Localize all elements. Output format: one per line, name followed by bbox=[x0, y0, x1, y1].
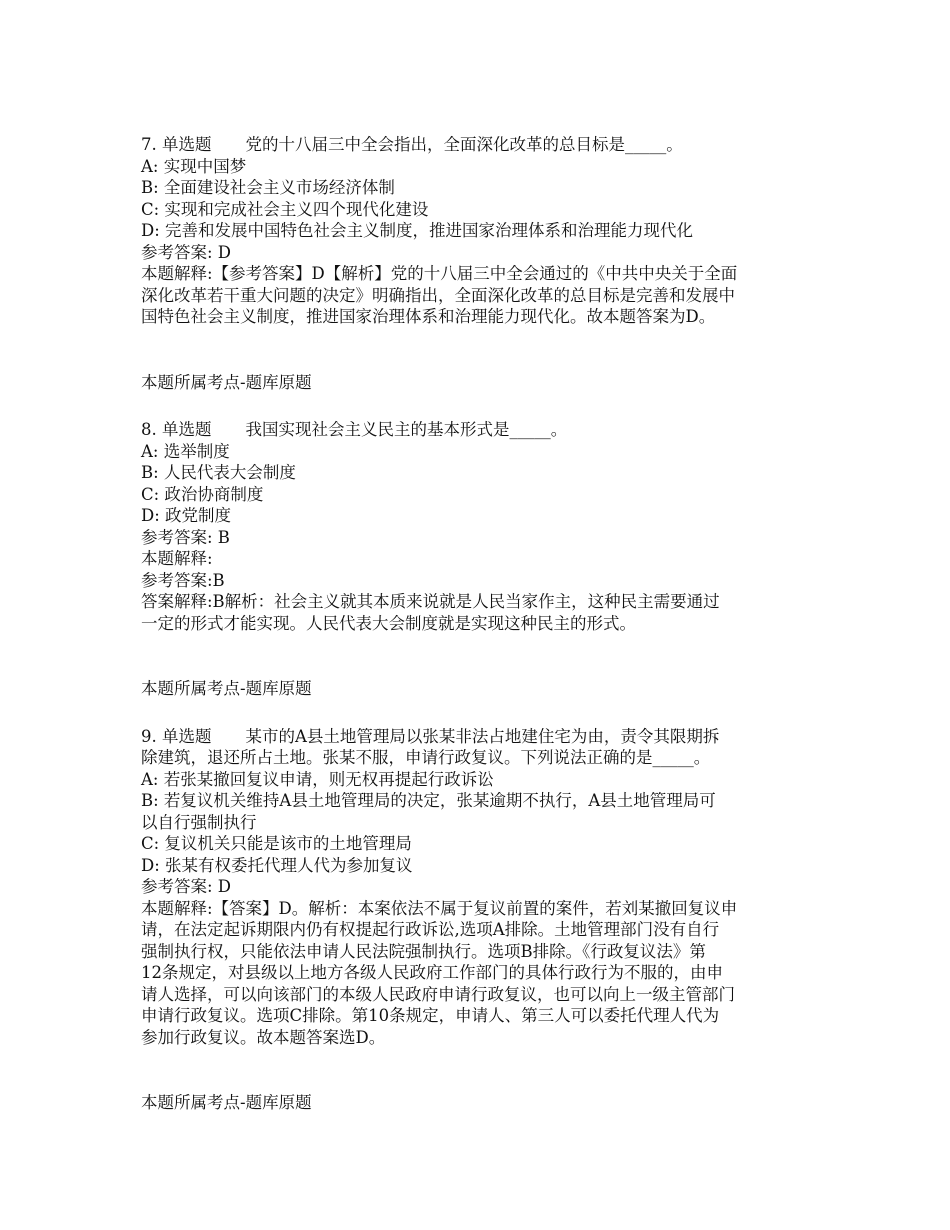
explanation-line: 请，在法定起诉期限内仍有权提起行政诉讼,选项A排除。土地管理部门没有自行 bbox=[141, 920, 720, 939]
option-d: D: 张某有权委托代理人代为参加复议 bbox=[141, 855, 413, 875]
question-9 bbox=[141, 726, 821, 1114]
explanation-line: 强制执行权，只能依法申请人民法院强制执行。选项B排除。《行政复议法》第 bbox=[141, 941, 706, 961]
question-header bbox=[141, 134, 821, 156]
option-b: B: 人民代表大会制度 bbox=[141, 463, 296, 482]
option-b-continued: 以自行强制执行 bbox=[141, 812, 257, 832]
question-number: 7. bbox=[141, 135, 157, 154]
explanation-line: 12条规定，对县级以上地方各级人民政府工作部门的具体行政行为不服的，由申 bbox=[141, 963, 723, 982]
question-number: 9. bbox=[141, 726, 157, 746]
topic-label: 本题所属考点-题库原题 bbox=[141, 1093, 312, 1112]
explanation-line: 参加行政复议。故本题答案选D。 bbox=[141, 1027, 386, 1047]
option-a: A: 选举制度 bbox=[141, 441, 230, 461]
option-a: A: 若张某撤回复议申请，则无权再提起行政诉讼 bbox=[141, 769, 494, 789]
reference-answer: 参考答案: D bbox=[141, 877, 232, 896]
question-type: 单选题 bbox=[162, 420, 212, 439]
explanation-line: 请人选择，可以向该部门的本级人民政府申请行政复议，也可以向上一级主管部门 bbox=[141, 984, 735, 1004]
explanation-line: 本题解释: bbox=[141, 549, 213, 568]
question-number: 8. bbox=[141, 420, 157, 439]
option-c: C: 实现和完成社会主义四个现代化建设 bbox=[141, 199, 429, 219]
question-stem-continued: 除建筑，退还所占土地。张某不服，申请行政复议。下列说法正确的是_____。 bbox=[141, 748, 711, 767]
option-c: C: 复议机关只能是该市的土地管理局 bbox=[141, 834, 412, 853]
question-type: 单选题 bbox=[162, 135, 212, 154]
explanation-line: 本题解释:【参考答案】D【解析】党的十八届三中全会通过的《中共中央关于全面 bbox=[141, 264, 738, 283]
option-b: B: 全面建设社会主义市场经济体制 bbox=[141, 178, 395, 197]
explanation-line: 参考答案:B bbox=[141, 570, 225, 590]
question-7 bbox=[141, 134, 821, 419]
question-header bbox=[141, 726, 821, 748]
question-type: 单选题 bbox=[162, 726, 212, 746]
option-b: B: 若复议机关维持A县土地管理局的决定，张某逾期不执行，A县土地管理局可 bbox=[141, 791, 716, 810]
question-stem: 某市的A县土地管理局以张某非法占地建住宅为由，责令其限期拆 bbox=[245, 726, 720, 746]
explanation-line: 本题解释:【答案】D。解析：本案依法不属于复议前置的案件，若刘某撤回复议申 bbox=[141, 898, 738, 918]
option-d: D: 政党制度 bbox=[141, 506, 232, 525]
explanation-line: 申请行政复议。选项C排除。第10条规定，申请人、第三人可以委托代理人代为 bbox=[141, 1006, 720, 1025]
option-a: A: 实现中国梦 bbox=[141, 156, 247, 176]
reference-answer: 参考答案: D bbox=[141, 242, 232, 262]
question-stem: 党的十八届三中全会指出，全面深化改革的总目标是_____。 bbox=[245, 135, 683, 154]
reference-answer: 参考答案: B bbox=[141, 527, 230, 547]
question-stem: 我国实现社会主义民主的基本形式是_____。 bbox=[245, 420, 568, 439]
explanation-line: 深化改革若干重大问题的决定》明确指出，全面深化改革的总目标是完善和发展中 bbox=[141, 285, 735, 305]
explanation-line: 一定的形式才能实现。人民代表大会制度就是实现这种民主的形式。 bbox=[141, 613, 636, 633]
document-page bbox=[141, 134, 821, 1114]
topic-label: 本题所属考点-题库原题 bbox=[141, 679, 312, 698]
option-c: C: 政治协商制度 bbox=[141, 484, 264, 504]
explanation-line: 答案解释:B解析：社会主义就其本质来说就是人民当家作主，这种民主需要通过 bbox=[141, 592, 720, 611]
option-d: D: 完善和发展中国特色社会主义制度，推进国家治理体系和治理能力现代化 bbox=[141, 221, 694, 240]
explanation-line: 国特色社会主义制度，推进国家治理体系和治理能力现代化。故本题答案为D。 bbox=[141, 307, 716, 326]
topic-label: 本题所属考点-题库原题 bbox=[141, 372, 312, 392]
question-8 bbox=[141, 419, 821, 726]
question-header bbox=[141, 419, 821, 441]
